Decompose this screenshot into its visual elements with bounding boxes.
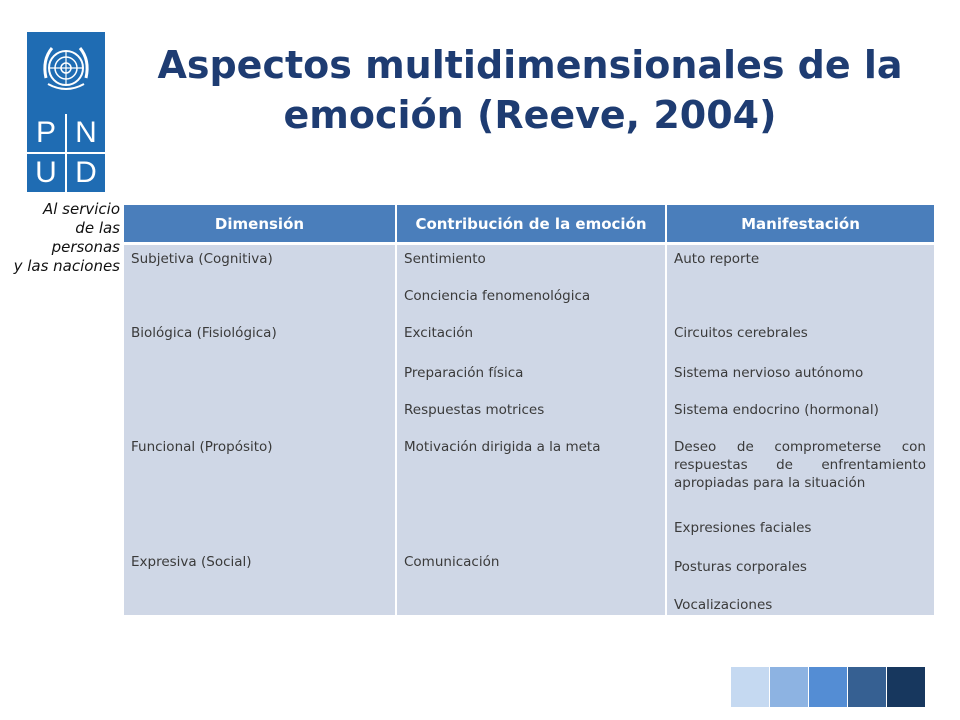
table-cell: Circuitos cerebrales [674,325,808,341]
table-cell: Posturas corporales [674,559,807,575]
logo-letter: U [27,154,65,192]
table-cell: Respuestas motrices [404,402,545,418]
pnud-logo [27,32,105,192]
table-cell: Sentimiento [404,251,486,267]
slide-title: Aspectos multidimensionales de la emoción (Reeve, 2004) [157,43,903,137]
color-square [887,667,925,707]
table-cell: Excitación [404,325,474,341]
table-body [124,245,934,615]
table-cell: Funcional (Propósito) [131,439,273,455]
column-manifestation [665,245,934,615]
header-manifestation: Manifestación [665,205,934,242]
color-squares [731,667,926,707]
header-contribution: Contribución de la emoción [395,205,665,242]
emotion-table [124,205,934,615]
table-cell: Auto reporte [674,251,760,267]
logo-letter: N [67,114,105,152]
un-emblem-icon [36,38,96,98]
logo-letters [27,114,105,192]
color-square [731,667,769,707]
color-square [848,667,886,707]
tagline-line: de las personas [51,219,120,256]
column-dimension [124,245,395,615]
table-cell: Expresiones faciales [674,520,812,536]
logo-letter: D [67,154,105,192]
logo-box [27,32,105,192]
logo-letter: P [27,114,65,152]
table-cell: Conciencia fenomenológica [404,288,591,304]
table-cell: Vocalizaciones [674,597,773,613]
table-cell: Biológica (Fisiológica) [131,325,277,341]
table-cell: Sistema endocrino (hormonal) [674,402,879,418]
color-square [809,667,847,707]
header-dimension: Dimensión [214,214,305,233]
table-cell: Sistema nervioso autónomo [674,365,864,381]
table-cell: Motivación dirigida a la meta [404,439,601,455]
table-cell: Preparación física [404,365,524,381]
logo-tagline [10,200,120,276]
table-header-row [124,205,934,245]
table-cell: Expresiva (Social) [131,554,252,570]
column-contribution [395,245,665,615]
tagline-line: y las naciones [13,257,120,275]
table-cell: Deseo de comprometerse con respuestas de enfrentamiento apropiadas para la situación [674,439,926,491]
table-cell: Subjetiva (Cognitiva) [131,251,273,267]
table-cell: Comunicación [404,554,500,570]
tagline-line: Al servicio [42,200,120,218]
color-square [770,667,808,707]
